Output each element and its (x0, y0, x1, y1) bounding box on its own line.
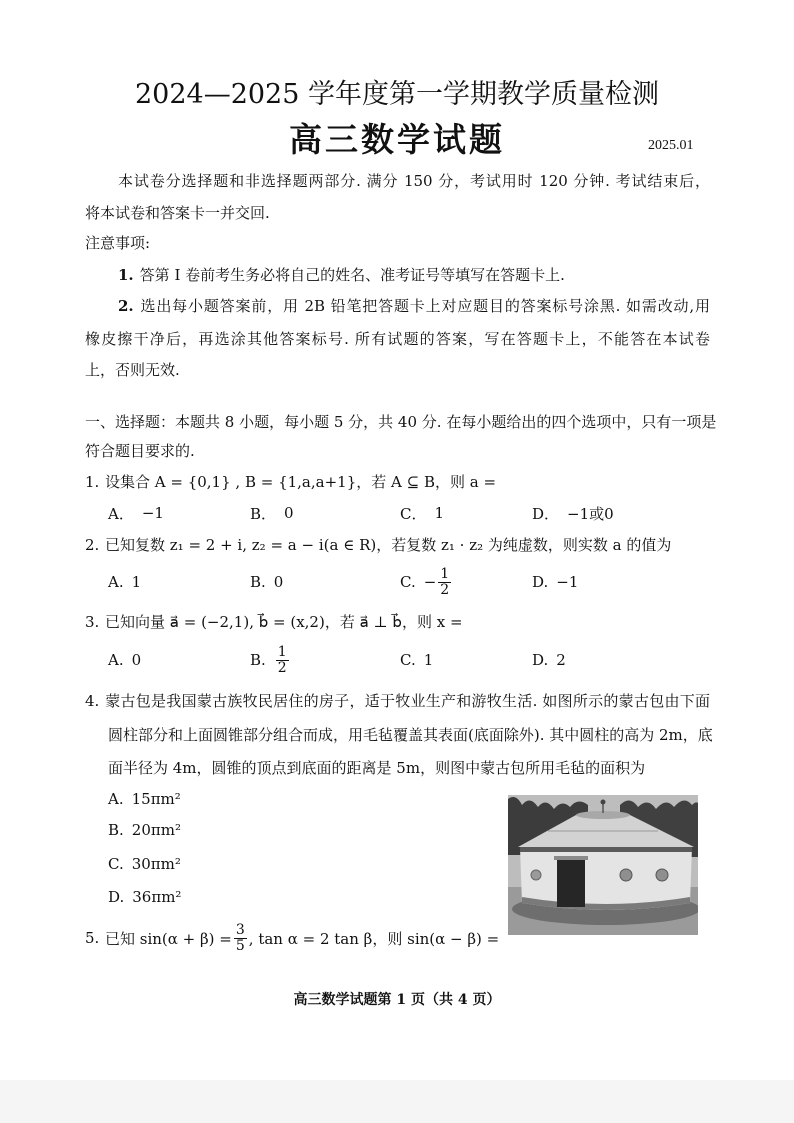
option-label: B． (250, 504, 277, 523)
yurt-photo (508, 795, 698, 935)
exam-date: 2025.01 (648, 138, 694, 153)
question-stem: 已知向量 a⃗ = (−2,1), b⃗ = (x,2)，若 a⃗ ⊥ b⃗，则 x = (105, 613, 463, 631)
intro-line-1: 本试卷分选择题和非选择题两部分. 满分 150 分，考试用时 120 分钟. 考试结束后， (118, 172, 710, 190)
option-label: B. (250, 651, 266, 669)
fraction (234, 923, 247, 954)
section-heading-line-2: 符合题目要求的. (85, 442, 195, 460)
note-text: 答第 I 卷前考生务必将自己的姓名、准考证号等填写在答题卡上. (139, 266, 565, 284)
question-3 (85, 612, 710, 632)
exam-title-subject: 高三数学试题 (289, 120, 505, 159)
option-text: 1 (131, 573, 142, 591)
option-label: A． (108, 504, 134, 523)
fraction-denominator: 2 (440, 581, 450, 598)
note-number: 2. (118, 297, 134, 315)
option-label: C. (400, 651, 416, 669)
question-number: 5. (85, 929, 100, 947)
note-number: 1. (118, 266, 134, 284)
option-label: C. (108, 855, 124, 873)
option-label: B. (108, 821, 124, 839)
option-c (400, 565, 453, 599)
page-footer: 高三数学试题第 1 页（共 4 页） (293, 992, 501, 1008)
option-c (400, 496, 444, 530)
question-2-options (0, 565, 794, 599)
option-d (532, 565, 578, 599)
notes-heading: 注意事项: (85, 234, 151, 252)
option-label: D． (532, 504, 560, 523)
option-d (532, 643, 566, 677)
exam-title-line1: 2024—2025 学年度第一学期教学质量检测 (134, 79, 659, 110)
note-item-2-line-2: 橡皮擦干净后，再选涂其他答案标号. 所有试题的答案，写在答题卡上，不能答在本试卷 (85, 330, 710, 348)
option-text: 15πm² (131, 790, 181, 808)
question-number: 3. (85, 613, 100, 631)
option-c (400, 643, 433, 677)
intro-line-2: 将本试卷和答案卡一并交回. (85, 204, 270, 222)
option-label: D. (108, 888, 125, 906)
question-4 (85, 691, 710, 711)
option-label: B. (250, 573, 266, 591)
option-text: −1 (141, 504, 164, 522)
yurt-door (557, 859, 585, 907)
option-text: 30πm² (131, 855, 181, 873)
option-d (532, 496, 614, 530)
yurt-finial-ball (601, 800, 606, 805)
option-text: 20πm² (131, 821, 181, 839)
yurt-window-ornament (531, 870, 541, 880)
yurt-window-ornament (656, 869, 668, 881)
option-label: D. (532, 573, 549, 591)
question-5 (85, 920, 499, 956)
scan-bottom-band (0, 1080, 794, 1123)
question-stem-post: , tan α = 2 tan β，则 sin(α − β) = (248, 929, 500, 948)
question-number: 2. (85, 536, 100, 554)
option-text: 0 (131, 651, 142, 669)
note-text: 选出每小题答案前，用 2B 铅笔把答题卡上对应题目的答案标号涂黑. 如需改动,用 (139, 297, 710, 315)
fraction-denominator: 2 (277, 659, 287, 676)
yurt-door-frame (554, 856, 588, 860)
option-text: 0 (273, 573, 284, 591)
question-1 (85, 472, 710, 492)
option-text: 1 (423, 651, 434, 669)
option-a (108, 643, 141, 677)
fraction-numerator: 3 (235, 921, 245, 938)
option-sign: − (423, 573, 437, 591)
option-label: C． (400, 504, 427, 523)
option-a (108, 565, 141, 599)
option-label: A. (108, 573, 124, 591)
option-text: 2 (556, 651, 566, 669)
question-3-options (0, 643, 794, 677)
option-d (108, 887, 181, 907)
option-b (250, 496, 294, 530)
option-b (250, 643, 291, 677)
option-b (108, 820, 181, 840)
note-item-2-line-3: 上，否则无效. (85, 361, 180, 379)
question-stem: 已知复数 z₁ = 2 + i, z₂ = a − i(a ∈ R)，若复数 z₁ · z₂ 为纯虚数，则实数 a 的值为 (105, 536, 672, 554)
section-heading: 一、选择题：本题共 8 小题，每小题 5 分，共 40 分. 在每小题给出的四个选项中，只有一项是 (85, 413, 717, 431)
option-label: D. (532, 651, 549, 669)
question-number: 4. (85, 692, 100, 710)
note-item-2 (118, 296, 710, 316)
option-text: 0 (284, 504, 294, 522)
option-text: 36πm² (132, 888, 182, 906)
yurt-wall-band (520, 847, 692, 852)
option-c (108, 854, 181, 874)
option-text: −1或0 (567, 504, 614, 523)
option-b (250, 565, 283, 599)
fraction (276, 645, 289, 676)
option-a (108, 496, 164, 530)
question-stem: 设集合 A = {0,1} , B = {1,a,a+1}，若 A ⊆ B，则 a = (105, 473, 497, 491)
question-2 (85, 535, 710, 555)
fraction-numerator: 1 (277, 643, 287, 660)
question-4-line-2: 圆柱部分和上面圆锥部分组合而成，用毛毡覆盖其表面(底面除外). 其中圆柱的高为 2m，底 (108, 726, 713, 744)
fraction (438, 567, 451, 598)
option-text: 1 (434, 504, 445, 522)
question-stem: 蒙古包是我国蒙古族牧民居住的房子，适于牧业生产和游牧生活. 如图所示的蒙古包由下面 (105, 692, 710, 710)
fraction-denominator: 5 (235, 937, 245, 954)
option-label: A. (108, 651, 124, 669)
option-text: −1 (556, 573, 579, 591)
option-label: A. (108, 790, 124, 808)
yurt-window-ornament (620, 869, 632, 881)
option-a (108, 789, 181, 809)
question-4-line-3: 面半径为 4m，圆锥的顶点到底面的距离是 5m，则图中蒙古包所用毛毡的面积为 (108, 759, 646, 777)
question-stem-pre: 已知 sin(α + β) = (105, 929, 232, 948)
fraction-numerator: 1 (440, 565, 450, 582)
question-1-options (0, 496, 794, 530)
option-label: C. (400, 573, 416, 591)
question-number: 1. (85, 473, 100, 491)
note-item-1 (118, 265, 710, 285)
